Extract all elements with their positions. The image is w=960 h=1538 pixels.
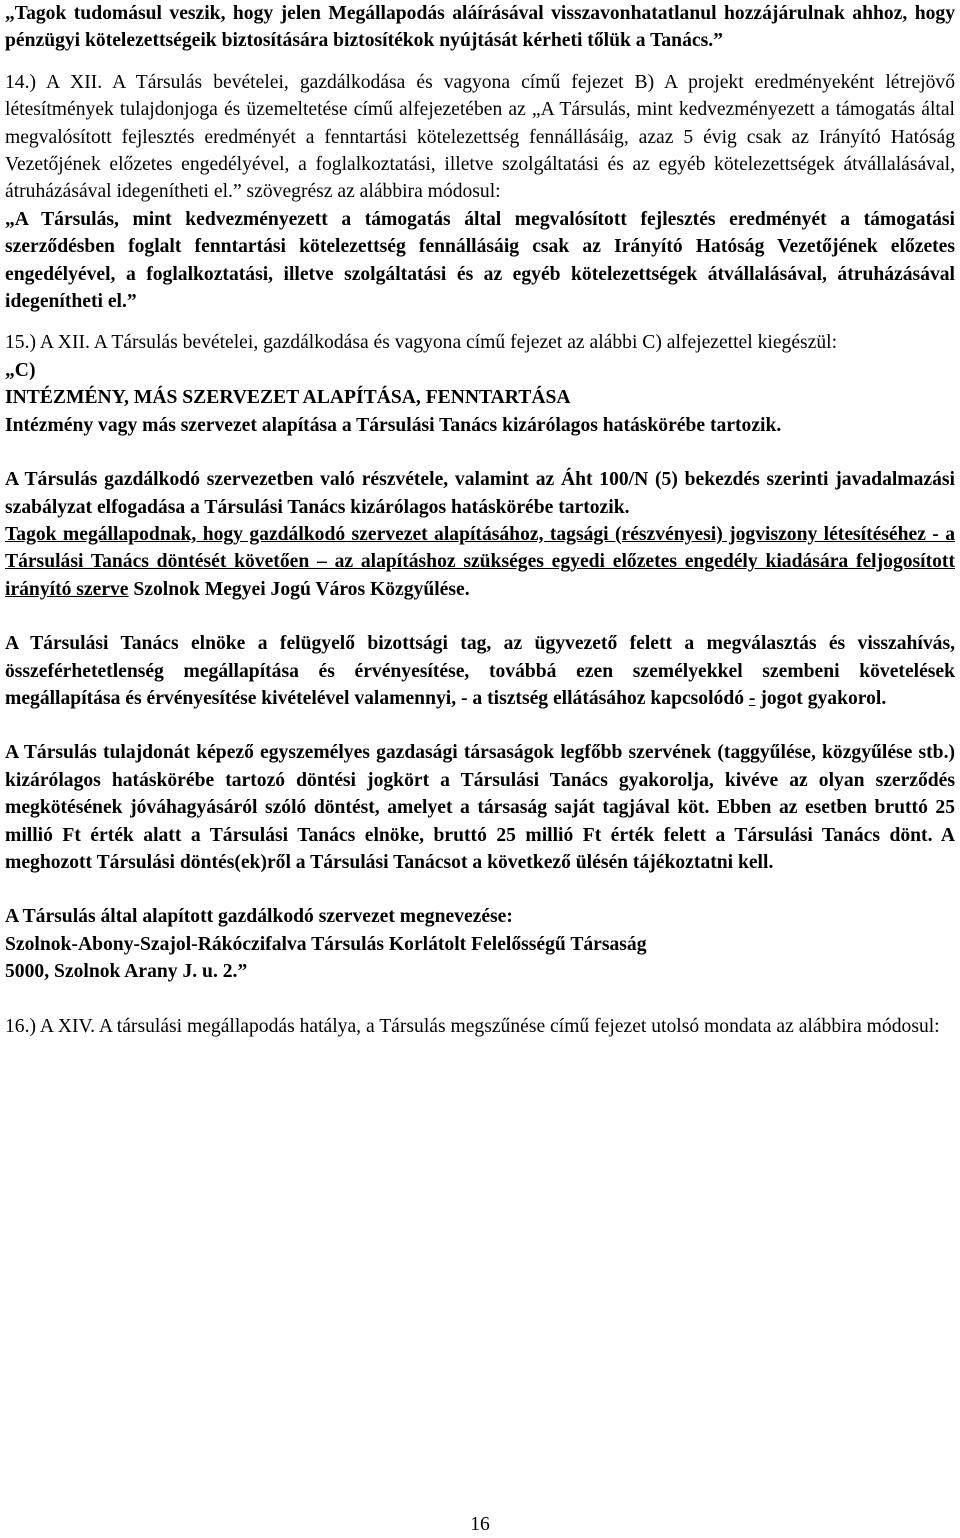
page-number: 16: [470, 1514, 490, 1535]
subchapter-c-paragraph-4: [5, 630, 955, 712]
company-name-label: A Társulás által alapított gazdálkodó szervezet megnevezése:: [5, 906, 513, 928]
underlined-dash: -: [748, 687, 756, 709]
subchapter-c-paragraph-2: A Társulás gazdálkodó szervezetben való részvétele, valamint az Áht 100/N (5) bekezdés szerinti javadalmazási szabályzat elfogadása a Társulási Tanács kizárólagos hatáskörébe tartozik.: [5, 469, 955, 518]
subchapter-c-paragraph-1: Intézmény vagy más szervezet alapítása a Társulási Tanács kizárólagos hatáskörébe tartozik.: [5, 414, 782, 436]
underlined-text: Tagok megállapodnak, hogy gazdálkodó szervezet alapításához, tagsági (részvényesi) jogviszony létesítéséhez - a Társulási Tanács döntését követően – az alapításhoz szükséges egyedi előzetes engedély kiadására feljogosított irányító szerve: [5, 523, 955, 600]
section-13-closing-text: „Tagok tudomásul veszik, hogy jelen Megállapodás aláírásával visszavonhatatlanul hozzájárulnak ahhoz, hogy pénzügyi kötelezettségeik biztosítására biztosítékok nyújtását kérheti tőlük a Tanács.”: [5, 3, 955, 52]
company-address: 5000, Szolnok Arany J. u. 2.”: [5, 961, 248, 983]
section-14-new-text: „A Társulás, mint kedvezményezett a támogatás által megvalósított fejlesztés eredményét a támogatási szerződésben foglalt fenntartási kötelezettség fennállásáig csak az Irányító Hatóság Vezetőjének előzetes engedélyével, a foglalkoztatási, illetve szolgáltatási és az egyéb kötelezettségek átvállalásával, átruházásával idegenítheti el.”: [5, 208, 955, 313]
subchapter-c-label: „C): [5, 359, 36, 381]
document-page: [5, 0, 955, 1040]
section-14-transition: szövegrész az alábbira módosul:: [241, 181, 501, 203]
section-16-intro: 16.) A XIV. A társulási megállapodás hatálya, a Társulás megszűnése című fejezet utolsó mondata az alábbira módosul:: [5, 1015, 940, 1037]
section-14-paragraph: [5, 69, 955, 206]
section-15-intro: 15.) A XII. A Társulás bevételei, gazdálkodása és vagyona című fejezet az alábbi C) alfejezettel kiegészül:: [5, 332, 838, 354]
company-name: Szolnok-Abony-Szajol-Rákóczifalva Társulás Korlátolt Felelősségű Társaság: [5, 933, 647, 955]
paragraph-4-text-a: A Társulási Tanács elnöke a felügyelő bizottsági tag, az ügyvezető felett a megválasztás és visszahívás, összeférhetetlenség megállapítása és érvényesítése, továbbá ezen személyekkel szembeni követelések megállapítása és érvényesítése kivételével valamennyi, - a tisztség ellátásához kapcsolódó: [5, 633, 955, 709]
subchapter-c-paragraph-3: [5, 521, 955, 603]
subchapter-c-heading: INTÉZMÉNY, MÁS SZERVEZET ALAPÍTÁSA, FENNTARTÁSA: [5, 387, 571, 409]
paragraph-3-rest: Szolnok Megyei Jogú Város Közgyűlése.: [128, 578, 470, 600]
section-14-intro: 14.) A XII. A Társulás bevételei, gazdálkodása és vagyona című fejezet B) A projekt eredményeként létrejövő létesítmények tulajdonjoga és üzemeltetése című alfejezetében az „A Társulás, mint kedvezményezett a támogatás által megvalósított fejlesztés eredményét a fenntartási kötelezettség fennállásáig, azaz 5 évig csak az Irányító Hatóság Vezetőjének előzetes engedélyével, a foglalkoztatási, illetve szolgáltatási és az egyéb kötelezettségek átvállalásával, átruházásával idegenítheti el.”: [5, 71, 955, 203]
paragraph-4-text-b: jogot gyakorol.: [755, 687, 887, 709]
subchapter-c-paragraph-5: A Társulás tulajdonát képező egyszemélyes gazdasági társaságok legfőbb szervének (taggyűlése, közgyűlése stb.) kizárólagos hatáskörébe tartozó döntési jogkört a Társulási Tanács gyakorolja, kivéve az olyan szerződés megkötésének jóváhagyásáról szóló döntést, amelyet a társaság saját tagjával köt. Ebben az esetben bruttó 25 millió Ft érték alatt a Társulási Tanács elnöke, bruttó 25 millió Ft érték felett a Társulási Tanács dönt. A meghozott Társulási döntés(ek)ről a Társulási Tanácsot a következő ülésén tájékoztatni kell.: [5, 742, 955, 873]
